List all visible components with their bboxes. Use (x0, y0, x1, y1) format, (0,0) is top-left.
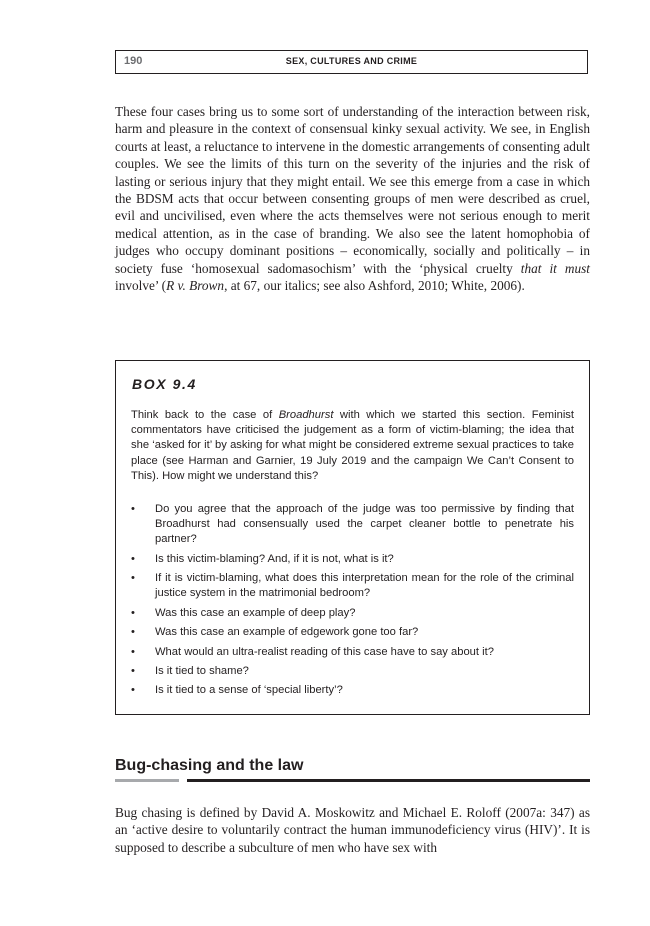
heading-rule (187, 779, 590, 782)
box-9-4 (115, 360, 590, 715)
question-text: Was this case an example of edgework gone too far? (155, 626, 419, 639)
question-text: Was this case an example of deep play? (155, 606, 356, 619)
question-item (131, 683, 574, 698)
running-title: SEX, CULTURES AND CRIME (285, 56, 418, 66)
bullet-icon: • (131, 572, 135, 585)
bullet-icon: • (131, 606, 135, 619)
intro-text: Think back to the case of (131, 409, 279, 421)
question-item (131, 606, 574, 621)
question-item (131, 645, 574, 660)
question-text: Do you agree that the approach of the judge was too permissive by finding that Broadhurst had consensually used the carpet cleaner bottle to penetrate his partner? (155, 503, 574, 546)
question-text: Is it tied to a sense of ‘special liberty’? (155, 684, 343, 697)
intro-text: with which we started this section. Feminist commentators have criticised the judgement as a form of victim-blaming; the idea that she ‘asked for it’ by asking for what might be considered extreme sexual practices to take place (see Harman and Garnier, 19 July 2019 and the campaign We Can’t Consent to This). How might we understand this? (131, 409, 575, 482)
question-item (131, 502, 574, 548)
running-header (115, 50, 588, 74)
paragraph-text: involve’ ( (115, 278, 167, 294)
question-text: Is it tied to shame? (155, 664, 249, 677)
box-title: BOX 9.4 (132, 376, 197, 392)
body-paragraph-1 (115, 103, 590, 294)
bullet-icon: • (131, 645, 135, 658)
bullet-icon: • (131, 552, 135, 565)
heading-rule-accent (115, 779, 179, 782)
question-item (131, 625, 574, 640)
bullet-icon: • (131, 684, 135, 697)
paragraph-text: , at 67, our italics; see also Ashford, 2010; White, 2006). (224, 278, 525, 294)
bullet-icon: • (131, 664, 135, 677)
bullet-icon: • (131, 503, 135, 515)
body-paragraph-2: Bug chasing is defined by David A. Moskowitz and Michael E. Roloff (2007a: 347) as an ‘active desire to voluntarily contract the human immunodeficiency virus (HIV)’. It is supposed to describe a subculture of men who have sex with (115, 805, 590, 855)
page-number: 190 (124, 55, 143, 67)
box-intro (131, 408, 574, 484)
paragraph-text: These four cases bring us to some sort of understanding of the interaction between risk, harm and pleasure in the context of consensual kinky sexual activity. We see, in English courts at least, a reluctance to intervene in the domestic arrangements of consenting adult couples. We see the limits of this turn on the severity of the injuries and the risk of lasting or serious injury that they might entail. We see this emerge from a case in which the BDSM acts that occur between consenting groups of men were described as cruel, evil and uncivilised, even where the acts themselves were not serious enough to merit medical attention, as in the case of branding. We also see the latent homophobia of judges who occupy dominant positions – economically, socially and politically – in society fuse ‘homosexual sadomasochism’ with the ‘physical cruelty (115, 104, 590, 276)
question-item (131, 664, 574, 679)
section-heading: Bug-chasing and the law (115, 757, 304, 774)
question-text: If it is victim-blaming, what does this interpretation mean for the role of the criminal justice system in the matrimonial bedroom? (155, 572, 574, 600)
question-text: Is this victim-blaming? And, if it is not, what is it? (155, 552, 394, 565)
question-text: What would an ultra-realist reading of this case have to say about it? (155, 645, 494, 658)
italic-text: that it must (520, 260, 590, 276)
case-citation: R v. Brown (166, 278, 225, 294)
question-list (131, 502, 574, 703)
question-item (131, 571, 574, 601)
question-item (131, 552, 574, 567)
bullet-icon: • (131, 626, 135, 639)
case-name: Broadhurst (278, 409, 334, 421)
